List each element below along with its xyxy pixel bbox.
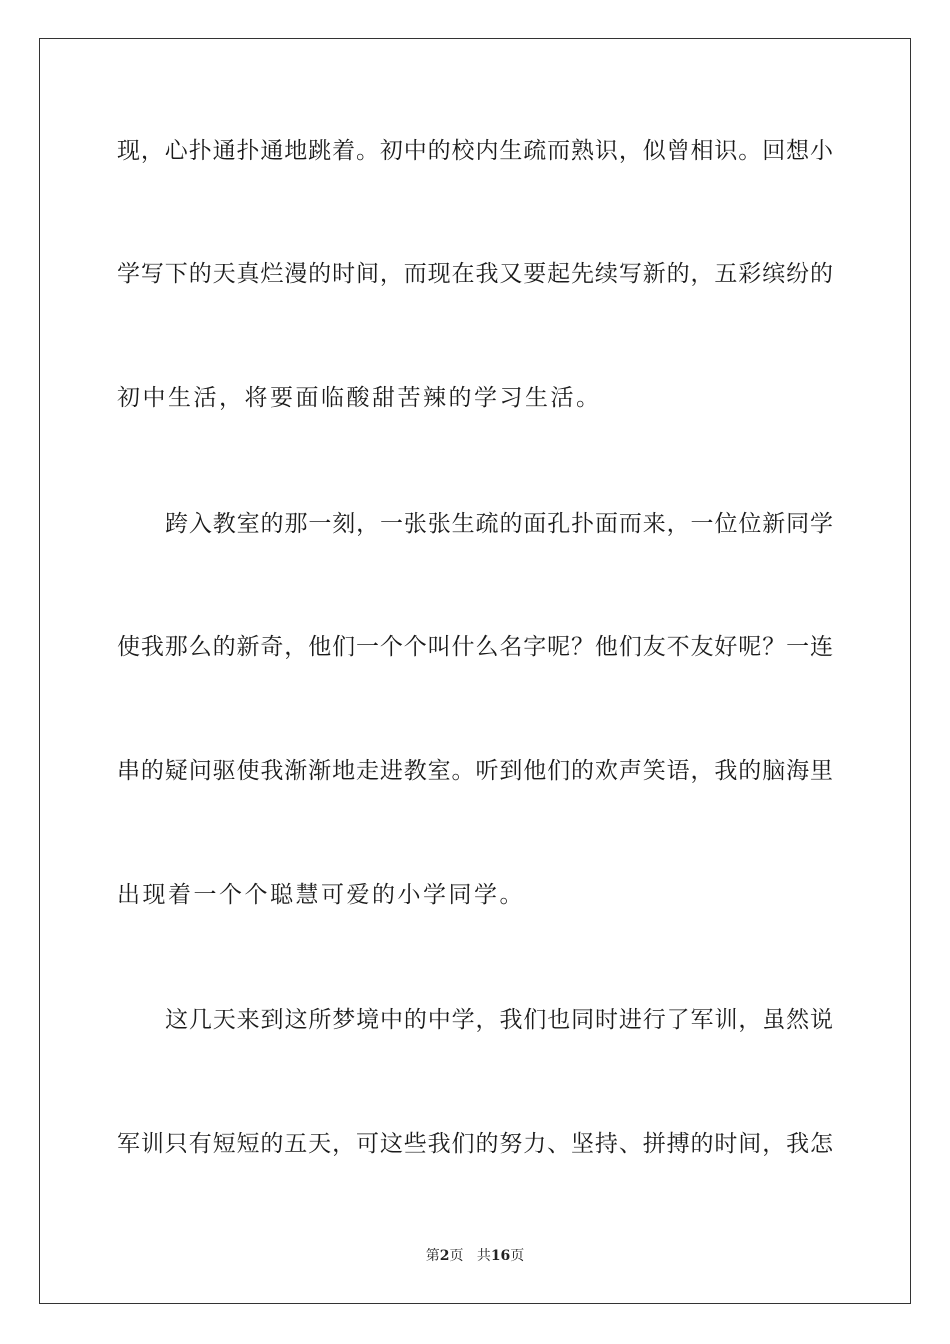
text-line: 出现着一个个聪慧可爱的小学同学。 [117,882,525,908]
text-line: 学写下的天真烂漫的时间，而现在我又要起先续写新的，五彩缤纷的 [117,261,833,287]
text-line: 串的疑问驱使我渐渐地走进教室。听到他们的欢声笑语，我的脑海里 [117,758,833,784]
page-frame [39,38,911,1304]
text-line: 军训只有短短的五天，可这些我们的努力、坚持、拼搏的时间，我怎 [117,1131,833,1157]
total-label-suffix: 页 [510,1248,525,1264]
page-number-current: 2 [439,1248,450,1264]
text-line: 初中生活，将要面临酸甜苦辣的学习生活。 [117,385,602,411]
text-line-indented: 跨入教室的那一刻，一张张生疏的面孔扑面而来，一位位新同学 [165,511,833,537]
page-label-prefix: 第 [425,1248,440,1264]
page-number-total: 16 [490,1248,511,1264]
text-line: 现，心扑通扑通地跳着。初中的校内生疏而熟识，似曾相识。回想小 [117,138,833,164]
text-line-indented: 这几天来到这所梦境中的中学，我们也同时进行了军训，虽然说 [165,1007,833,1033]
page-footer [0,1246,950,1266]
page-label-suffix: 页 [449,1248,464,1264]
total-label-prefix: 共 [476,1248,491,1264]
text-line: 使我那么的新奇，他们一个个叫什么名字呢？他们友不友好呢？一连 [117,634,833,660]
